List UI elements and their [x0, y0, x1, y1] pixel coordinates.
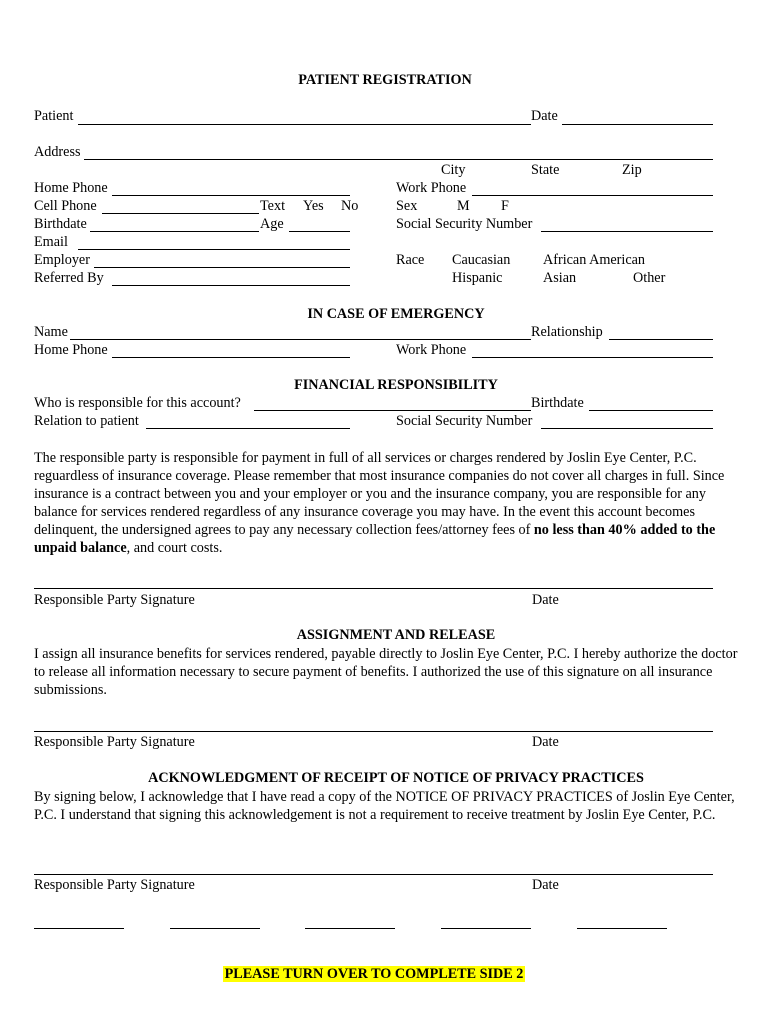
state-label: State: [531, 162, 560, 178]
page-title: PATIENT REGISTRATION: [298, 72, 472, 88]
financial-ssn-label: Social Security Number: [396, 413, 533, 429]
initial-blank-3[interactable]: [305, 928, 395, 929]
signature-date-label-3: Date: [532, 877, 559, 893]
sex-m-option[interactable]: M: [457, 198, 470, 214]
signature-line-3[interactable]: [34, 874, 713, 875]
emergency-home-phone-label: Home Phone: [34, 342, 108, 358]
text-label: Text: [260, 198, 286, 214]
relationship-label: Relationship: [531, 324, 603, 340]
referred-by-field[interactable]: [112, 285, 350, 286]
signature-label-3: Responsible Party Signature: [34, 877, 195, 893]
patient-label: Patient: [34, 108, 74, 124]
home-phone-field[interactable]: [112, 195, 350, 196]
address-label: Address: [34, 144, 81, 160]
financial-ssn-field[interactable]: [541, 428, 713, 429]
financial-paragraph-bold: no less than 40% added to the unpaid balance: [34, 522, 716, 556]
initial-blank-5[interactable]: [577, 928, 667, 929]
work-phone-field[interactable]: [472, 195, 713, 196]
cell-phone-field[interactable]: [102, 213, 259, 214]
cell-phone-label: Cell Phone: [34, 198, 97, 214]
sex-label: Sex: [396, 198, 418, 214]
race-hispanic-option[interactable]: Hispanic: [452, 270, 503, 286]
ssn-label: Social Security Number: [396, 216, 533, 232]
sex-f-option[interactable]: F: [501, 198, 509, 214]
address-field[interactable]: [84, 159, 713, 160]
responsible-label: Who is responsible for this account?: [34, 395, 241, 411]
emergency-name-field[interactable]: [70, 339, 531, 340]
ssn-field[interactable]: [541, 231, 713, 232]
privacy-paragraph: By signing below, I acknowledge that I have read a copy of the NOTICE OF PRIVACY PRACTICES of Joslin Eye Center, P.C. I understand that signing this acknowledgement is not a requirement to receive treatment by Joslin Eye Center, P.C.: [34, 789, 735, 823]
assignment-heading: ASSIGNMENT AND RELEASE: [296, 627, 496, 643]
work-phone-label: Work Phone: [396, 180, 467, 196]
financial-birthdate-field[interactable]: [589, 410, 713, 411]
privacy-heading: ACKNOWLEDGMENT OF RECEIPT OF NOTICE OF PRIVACY PRACTICES: [148, 770, 644, 786]
text-no-option[interactable]: No: [341, 198, 359, 214]
home-phone-label: Home Phone: [34, 180, 108, 196]
signature-line-1[interactable]: [34, 588, 713, 589]
email-field[interactable]: [78, 249, 350, 250]
initial-blank-2[interactable]: [170, 928, 260, 929]
signature-date-label-1: Date: [532, 592, 559, 608]
emergency-work-phone-field[interactable]: [472, 357, 713, 358]
race-caucasian-option[interactable]: Caucasian: [452, 252, 511, 268]
employer-label: Employer: [34, 252, 90, 268]
zip-label: Zip: [622, 162, 642, 178]
footer-notice: PLEASE TURN OVER TO COMPLETE SIDE 2: [224, 966, 524, 982]
city-label: City: [441, 162, 466, 178]
financial-paragraph-end: , and court costs.: [126, 540, 223, 556]
employer-field[interactable]: [94, 267, 350, 268]
patient-field[interactable]: [78, 124, 531, 125]
signature-label-2: Responsible Party Signature: [34, 734, 195, 750]
responsible-field[interactable]: [254, 410, 531, 411]
date-field[interactable]: [562, 124, 713, 125]
financial-paragraph-text: The responsible party is responsible for payment in full of all services or charges rendered by Joslin Eye Center, P.C. reguardless of insurance coverage. Please remember that most insurance companies do not cover all charges in full. Since insurance is a contract between you and your employer or you and the insurance company, you are responsible for any balance for services rendered regardless of any insurance coverage you may have. In the event this account becomes delinquent, the undersigned agrees to pay any necessary collection fees/attorney fees of: [34, 450, 725, 538]
birthdate-field[interactable]: [90, 231, 259, 232]
initial-blank-1[interactable]: [34, 928, 124, 929]
race-asian-option[interactable]: Asian: [543, 270, 577, 286]
signature-line-2[interactable]: [34, 731, 713, 732]
relation-label: Relation to patient: [34, 413, 139, 429]
date-label: Date: [531, 108, 558, 124]
text-yes-option[interactable]: Yes: [303, 198, 324, 214]
financial-birthdate-label: Birthdate: [531, 395, 584, 411]
initial-blank-4[interactable]: [441, 928, 531, 929]
signature-label-1: Responsible Party Signature: [34, 592, 195, 608]
age-label: Age: [260, 216, 284, 232]
race-african-american-option[interactable]: African American: [543, 252, 646, 268]
birthdate-label: Birthdate: [34, 216, 87, 232]
race-other-option[interactable]: Other: [633, 270, 666, 286]
emergency-work-phone-label: Work Phone: [396, 342, 467, 358]
referred-by-label: Referred By: [34, 270, 104, 286]
footer-notice-wrap: [0, 966, 748, 983]
emergency-heading: IN CASE OF EMERGENCY: [307, 306, 485, 322]
relation-field[interactable]: [146, 428, 350, 429]
assignment-paragraph: I assign all insurance benefits for services rendered, payable directly to Joslin Eye Center, P.C. I hereby authorize the doctor to release all information necessary to secure payment of benefits. I authorized the use of this signature on all insurance submissions.: [34, 646, 738, 698]
emergency-name-label: Name: [34, 324, 68, 340]
emergency-home-phone-field[interactable]: [112, 357, 350, 358]
signature-date-label-2: Date: [532, 734, 559, 750]
financial-heading: FINANCIAL RESPONSIBILITY: [294, 377, 498, 393]
email-label: Email: [34, 234, 68, 250]
relationship-field[interactable]: [609, 339, 713, 340]
financial-paragraph: [34, 449, 746, 557]
race-label: Race: [396, 252, 425, 268]
age-field[interactable]: [289, 231, 350, 232]
